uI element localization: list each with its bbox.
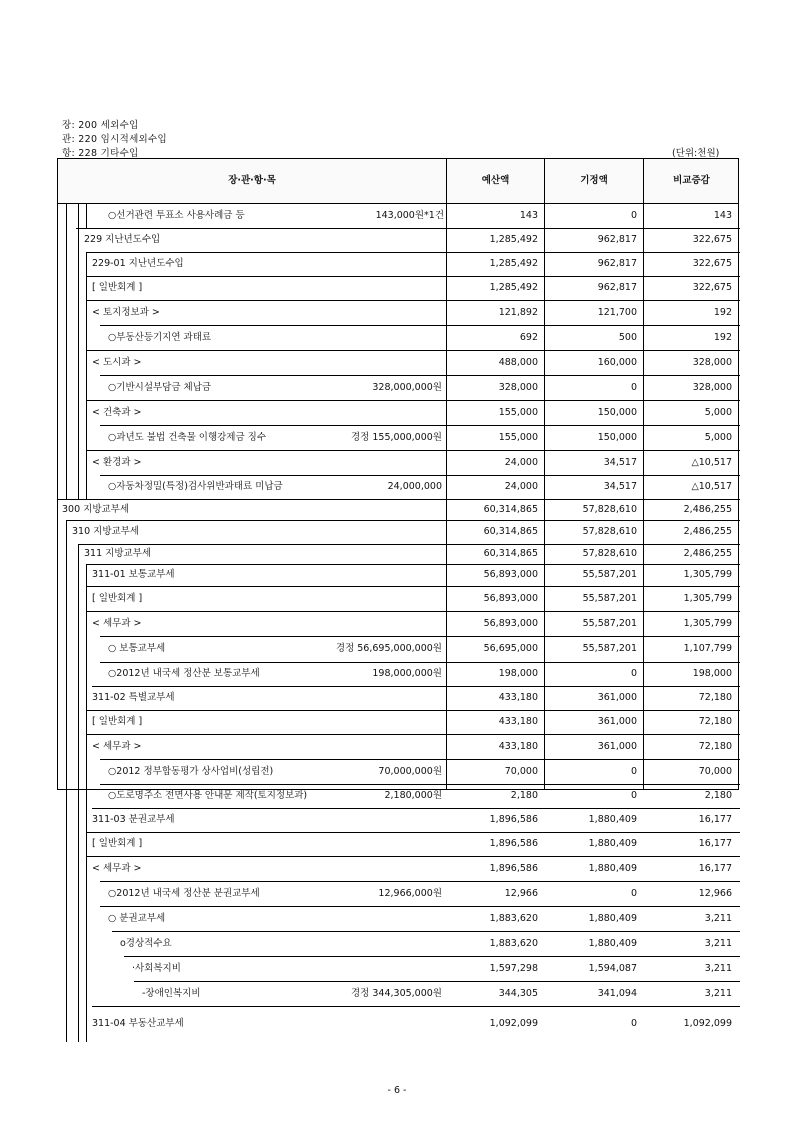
row-budget: 155,000 (498, 407, 538, 418)
row-label: < 건축과 > (92, 407, 142, 418)
row-existing: 500 (618, 332, 637, 343)
row-budget: 433,180 (498, 716, 538, 727)
row-label: [ 일반회계 ] (92, 593, 143, 604)
row-budget: 328,000 (498, 382, 538, 393)
table-row (58, 611, 738, 636)
row-divider (100, 325, 740, 326)
row-existing: 962,817 (597, 258, 637, 269)
row-budget: 56,893,000 (483, 569, 538, 580)
row-label: -장애인복지비 (142, 988, 201, 999)
gwan-header: 관: 220 임시적세외수입 (62, 134, 167, 145)
row-label: 300 지방교부세 (62, 504, 130, 515)
row-label: 311-03 분권교부세 (92, 814, 175, 825)
row-diff: 328,000 (692, 382, 732, 393)
tree-guide-line (86, 252, 87, 499)
row-budget: 1,285,492 (489, 234, 538, 245)
row-label: ○ 보통교부세 (108, 643, 166, 654)
row-label: o경상적수요 (120, 938, 172, 949)
table-row (58, 350, 738, 375)
budget-table (57, 158, 739, 1029)
row-existing: 57,828,610 (582, 526, 637, 537)
row-divider (100, 425, 740, 426)
row-label: ·사회복지비 (132, 963, 181, 974)
row-existing: 361,000 (597, 741, 637, 752)
table-row (58, 784, 738, 808)
row-label: < 세무과 > (92, 618, 142, 629)
row-existing: 57,828,610 (582, 548, 637, 559)
row-divider (86, 252, 740, 253)
row-budget: 56,893,000 (483, 618, 538, 629)
table-row (58, 931, 738, 956)
row-budget: 344,305 (498, 988, 538, 999)
table-row (58, 759, 738, 784)
row-label: ○자동차정밀(특정)검사위반과태료 미납금 (108, 481, 283, 492)
row-budget: 1,092,099 (489, 1018, 538, 1029)
row-label: < 세무과 > (92, 863, 142, 874)
row-existing: 0 (630, 888, 637, 899)
tree-guide-line (66, 204, 67, 499)
row-divider (112, 931, 740, 932)
row-divider (86, 856, 740, 857)
row-diff: 192 (713, 332, 732, 343)
row-budget: 1,883,620 (489, 913, 538, 924)
row-existing: 0 (630, 766, 637, 777)
row-label: ○과년도 불법 건축물 이행강제금 징수 (108, 432, 267, 443)
row-diff: 1,305,799 (683, 569, 732, 580)
row-existing: 1,594,087 (588, 963, 637, 974)
row-budget: 1,896,586 (489, 838, 538, 849)
table-row (58, 686, 738, 710)
row-label: ○도로명주소 전면사용 안내문 제작(토지정보과) (108, 790, 308, 801)
row-diff: 322,675 (692, 258, 732, 269)
row-existing: 0 (630, 790, 637, 801)
hang-header: 항: 228 기타수입 (62, 148, 139, 159)
row-diff: 3,211 (704, 938, 732, 949)
row-budget: 56,695,000 (483, 643, 538, 654)
row-existing: 0 (630, 382, 637, 393)
row-label: [ 일반회계 ] (92, 838, 143, 849)
table-row (58, 375, 738, 400)
row-label: ○기반시설부담금 체납금 (108, 382, 212, 393)
row-existing: 0 (630, 210, 637, 221)
row-diff: 70,000 (698, 766, 732, 777)
row-label: < 토지정보과 > (92, 307, 160, 318)
row-budget: 24,000 (504, 457, 538, 468)
table-row (58, 881, 738, 906)
row-existing: 160,000 (597, 357, 637, 368)
table-row (58, 276, 738, 300)
row-budget: 1,883,620 (489, 938, 538, 949)
tree-guide-line (86, 564, 87, 1042)
row-amount-detail: 198,000,000원 (372, 668, 442, 679)
row-existing: 55,587,201 (582, 569, 637, 580)
row-budget: 155,000 (498, 432, 538, 443)
row-label: ○2012년 내국세 정산분 분권교부세 (108, 888, 260, 899)
row-existing: 55,587,201 (582, 593, 637, 604)
unit-label: (단위:천원) (672, 148, 720, 159)
row-budget: 121,892 (498, 307, 538, 318)
row-divider (86, 611, 740, 612)
row-divider (86, 710, 740, 711)
row-amount-detail: 12,966,000원 (378, 888, 442, 899)
row-diff: 2,486,255 (683, 548, 732, 559)
row-budget: 1,896,586 (489, 814, 538, 825)
row-budget: 60,314,865 (483, 504, 538, 515)
row-diff: 2,180 (704, 790, 732, 801)
table-row (58, 300, 738, 325)
row-existing: 341,094 (597, 988, 637, 999)
table-row (58, 520, 738, 544)
row-diff: 2,486,255 (683, 504, 732, 515)
col-header-budget: 예산액 (481, 175, 510, 186)
row-amount-detail: 24,000,000 (387, 481, 442, 492)
row-label: < 도시과 > (92, 357, 142, 368)
table-row (58, 856, 738, 881)
row-divider (134, 981, 740, 982)
row-diff: △10,517 (691, 457, 732, 468)
row-diff: 1,092,099 (683, 1018, 732, 1029)
row-existing: 1,880,409 (588, 913, 637, 924)
row-divider (66, 520, 740, 521)
row-label: 311-01 보통교부세 (92, 569, 175, 580)
row-amount-detail: 70,000,000원 (378, 766, 442, 777)
row-label: ○부동산등기지연 과태료 (108, 332, 212, 343)
tree-guide-line (86, 204, 87, 228)
row-diff: 3,211 (704, 963, 732, 974)
row-divider (100, 636, 740, 637)
row-budget: 70,000 (504, 766, 538, 777)
table-row (58, 204, 738, 228)
row-diff: 16,177 (698, 814, 732, 825)
row-existing: 361,000 (597, 692, 637, 703)
page-number: - 6 - (387, 1085, 407, 1096)
row-diff: 322,675 (692, 234, 732, 245)
row-diff: 72,180 (698, 741, 732, 752)
row-budget: 12,966 (504, 888, 538, 899)
row-diff: 143 (713, 210, 732, 221)
table-row (58, 228, 738, 252)
row-existing: 55,587,201 (582, 643, 637, 654)
row-divider (100, 759, 740, 760)
row-diff: 1,305,799 (683, 593, 732, 604)
row-divider (100, 906, 740, 907)
row-existing: 121,700 (597, 307, 637, 318)
row-budget: 1,896,586 (489, 863, 538, 874)
row-label: 311 지방교부세 (84, 548, 152, 559)
row-label: 310 지방교부세 (72, 526, 140, 537)
row-amount-detail: 경정 344,305,000원 (351, 988, 442, 999)
row-divider (86, 564, 740, 565)
row-existing: 1,880,409 (588, 838, 637, 849)
row-budget: 2,180 (510, 790, 538, 801)
row-divider (86, 276, 740, 277)
jang-header: 장: 200 세외수입 (62, 120, 139, 131)
row-amount-detail: 328,000,000원 (372, 382, 442, 393)
row-budget: 692 (519, 332, 538, 343)
row-amount-detail: 경정 155,000,000원 (351, 432, 442, 443)
row-divider (86, 300, 740, 301)
row-divider (100, 662, 740, 663)
row-label: < 환경과 > (92, 457, 142, 468)
tree-guide-line (66, 520, 67, 1042)
row-existing: 34,517 (603, 457, 637, 468)
row-divider (86, 350, 740, 351)
row-diff: 72,180 (698, 716, 732, 727)
row-amount-detail: 2,180,000원 (384, 790, 442, 801)
row-divider (78, 544, 740, 545)
col-header-existing: 기정액 (580, 175, 608, 186)
row-diff: 3,211 (704, 988, 732, 999)
row-budget: 1,597,298 (489, 963, 538, 974)
table-row (58, 1006, 738, 1042)
row-budget: 433,180 (498, 692, 538, 703)
row-existing: 57,828,610 (582, 504, 637, 515)
table-row (58, 564, 738, 586)
table-row (58, 475, 738, 499)
row-diff: 3,211 (704, 913, 732, 924)
row-existing: 34,517 (603, 481, 637, 492)
table-row (58, 425, 738, 450)
row-existing: 150,000 (597, 407, 637, 418)
row-existing: 1,880,409 (588, 938, 637, 949)
row-diff: 192 (713, 307, 732, 318)
row-divider (100, 375, 740, 376)
row-label: ○ 분권교부세 (108, 913, 166, 924)
row-divider (92, 686, 740, 687)
row-existing: 55,587,201 (582, 618, 637, 629)
row-label: ○2012년 내국세 정산분 보통교부세 (108, 668, 260, 679)
row-budget: 60,314,865 (483, 526, 538, 537)
row-divider (100, 881, 740, 882)
row-budget: 488,000 (498, 357, 538, 368)
row-budget: 1,285,492 (489, 258, 538, 269)
row-divider (58, 499, 740, 500)
row-divider (86, 586, 740, 587)
row-divider (86, 450, 740, 451)
table-row (58, 956, 738, 981)
row-diff: 2,486,255 (683, 526, 732, 537)
row-divider (86, 734, 740, 735)
row-label: < 세무과 > (92, 741, 142, 752)
col-header-category: 장·관·항·목 (228, 175, 276, 186)
row-label: ○선거관련 투표소 사용사례금 등 (108, 210, 245, 221)
table-row (58, 252, 738, 276)
row-diff: 12,966 (698, 888, 732, 899)
row-diff: 198,000 (692, 668, 732, 679)
table-row (58, 832, 738, 856)
row-budget: 143 (519, 210, 538, 221)
row-budget: 24,000 (504, 481, 538, 492)
table-row (58, 808, 738, 832)
table-row (58, 586, 738, 611)
table-row (58, 710, 738, 734)
table-row (58, 981, 738, 1006)
row-existing: 1,880,409 (588, 814, 637, 825)
row-amount-detail: 143,000원*1건 (375, 210, 444, 221)
row-label: [ 일반회계 ] (92, 282, 143, 293)
row-diff: 5,000 (704, 407, 732, 418)
row-label: [ 일반회계 ] (92, 716, 143, 727)
table-row (58, 450, 738, 475)
row-diff: 5,000 (704, 432, 732, 443)
tree-guide-line (78, 544, 79, 1042)
row-diff: 322,675 (692, 282, 732, 293)
row-divider (76, 228, 740, 229)
table-row (58, 544, 738, 564)
table-row (58, 499, 738, 520)
table-row (58, 662, 738, 686)
row-label: 229-01 지난년도수입 (92, 258, 184, 269)
row-label: 229 지난년도수입 (84, 234, 161, 245)
table-row (58, 400, 738, 425)
row-amount-detail: 경정 56,695,000,000원 (335, 643, 442, 654)
row-label: 311-04 부동산교부세 (92, 1018, 184, 1029)
row-diff: 1,305,799 (683, 618, 732, 629)
row-existing: 0 (630, 1018, 637, 1029)
row-diff: 1,107,799 (683, 643, 732, 654)
table-row (58, 734, 738, 759)
row-budget: 1,285,492 (489, 282, 538, 293)
row-budget: 56,893,000 (483, 593, 538, 604)
row-existing: 1,880,409 (588, 863, 637, 874)
row-label: ○2012 정부합동평가 상사업비(성립전) (108, 766, 274, 777)
row-diff: 328,000 (692, 357, 732, 368)
row-budget: 60,314,865 (483, 548, 538, 559)
row-divider (86, 832, 740, 833)
row-existing: 962,817 (597, 282, 637, 293)
row-diff: 16,177 (698, 863, 732, 874)
table-row (58, 636, 738, 662)
table-row (58, 325, 738, 350)
row-existing: 962,817 (597, 234, 637, 245)
col-header-diff: 비교증감 (673, 175, 710, 186)
row-budget: 433,180 (498, 741, 538, 752)
row-diff: 72,180 (698, 692, 732, 703)
tree-guide-line (78, 204, 79, 499)
row-diff: △10,517 (691, 481, 732, 492)
row-divider (100, 475, 740, 476)
row-divider (92, 1006, 740, 1007)
row-divider (100, 784, 740, 785)
row-label: 311-02 특별교부세 (92, 692, 175, 703)
row-existing: 150,000 (597, 432, 637, 443)
table-row (58, 906, 738, 931)
row-divider (124, 956, 740, 957)
row-divider (92, 808, 740, 809)
row-budget: 198,000 (498, 668, 538, 679)
row-existing: 0 (630, 668, 637, 679)
row-divider (86, 400, 740, 401)
table-header (58, 159, 738, 204)
row-diff: 16,177 (698, 838, 732, 849)
row-existing: 361,000 (597, 716, 637, 727)
